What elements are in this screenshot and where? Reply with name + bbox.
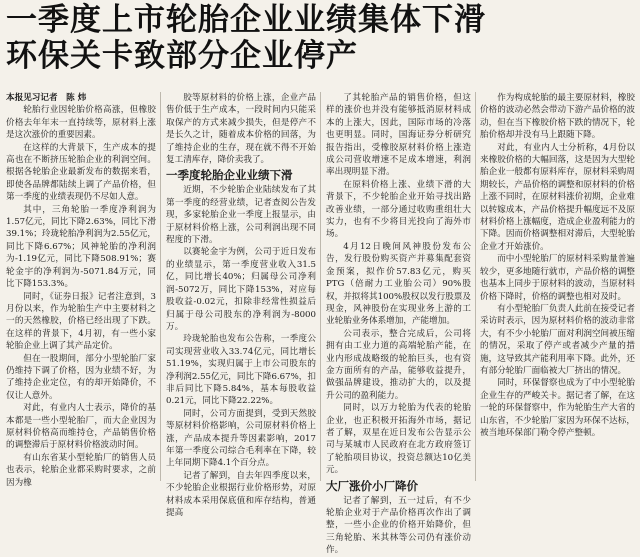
headline-line-1: 一季度上市轮胎企业业绩集体下滑: [6, 2, 486, 38]
paragraph: 4月12日晚间风神股份发布公告，发行股份购买资产并募集配套资金预案，拟作价57.83亿元，购买PTG（倍耐力工业胎公司）90%股权，并拟将其100%股权以发行股票及现金，风神股份在实现业务上游的工业轮胎业务体系增加，产能增加。: [326, 241, 471, 327]
headline-line-2: 环保关卡致部分企业停产: [6, 38, 358, 74]
column-3: [326, 92, 471, 556]
paragraph: 记者了解到，五一过后，有不少轮胎企业对于产品价格再次作出了调整，一些小企业的价格开始降价，但三角轮胎、米其林等公司仍有涨价动作。: [326, 495, 471, 556]
paragraph: 记者了解到，自去年四季度以来，不少轮胎企业根据行业价格形势，对原材料成本采用保底值和库存结构，普通提高: [166, 470, 316, 518]
paragraph: 以赛轮金宇为例，公司于近日发布的业绩显示，第一季度营业收入31.5亿，同比增长40%；归属母公司净利润-5072万，同比下降153%，对应每股收益-0.02元，扣除非经常性损益后归属于母公司股东的净利润为-8000万。: [166, 247, 316, 332]
paragraph: 同时，环保督察也成为了中小型轮胎企业生存的严峻关卡。据记者了解，在这一轮的环保督察中，作为轮胎生产大省的山东省，不少轮胎厂家因为环保不达标，被当地环保部门勒令停产整顿。: [480, 378, 635, 438]
article-body: [6, 92, 636, 556]
column-2: [166, 92, 316, 518]
paragraph: 玲珑轮胎也发布公告称，一季度公司实现营业收入33.74亿元，同比增长51.19%，实现归属于上市公司股东的净利润2.55亿元，同比下降6.67%，扣非后同比下降5.84%，基本每股收益0.21元，同比下降22.22%。: [166, 334, 316, 407]
paragraph: 公司表示，整合完成后，公司将拥有由工业力道的高端轮胎产能，在业内形成战略级的轮胎巨头，也有资金方面所有的产品，能够收益提升，做强品牌建设，推动扩大的，以及提升公司的盈利能力。: [326, 328, 471, 401]
paragraph: 在这样的大背景下，生产成本的提高也在不断挤压轮胎企业的利润空间。根据各轮胎企业最新发布的数据来看，即使各品牌都陆续上调了产品价格，但第一季度的业绩表现仍不尽如人意。: [6, 142, 156, 203]
paragraph: 有小型轮胎厂负责人此前在接受记者采访时表示，因为原材料价格的波动非常大，有不少小轮胎厂面对利润空间被压缩的情况，采取了停产或者减少产量的措施，这导致其产能利用率下降。此外，还有部分轮胎厂面临被大厂挤出的情况。: [480, 303, 635, 376]
paragraph: 同时，以万力轮胎为代表的轮胎企业，也正积极开拓海外市场，据记者了解，双星在近日发布公告显示公司与某城市人民政府在北方政府签订了轮胎项目协议，投资总额达10亿美元。: [326, 403, 471, 476]
column-4-text: [480, 92, 635, 439]
column-4: [480, 92, 635, 481]
column-3-text: [326, 92, 471, 477]
column-3-end-text: [326, 495, 471, 557]
paragraph: 轮胎行业因轮胎价格高涨，但橡胶价格去年年末一直持续等，原材料上涨是这次涨价的重要因素。: [6, 105, 156, 141]
paragraph: 近期，不少轮胎企业陆续发布了其第一季度的经营业绩，记者查阅公告发现，多家轮胎企业一季度上报显示，由于原材料价格上涨，公司利润出现不同程度的下滑。: [166, 185, 316, 246]
paragraph: 有山东省某小型轮胎厂的销售人员也表示，轮胎企业都采购时要求，之前因为橡: [6, 452, 156, 488]
paragraph: 同时，公司方面提到，受到天然胶等原材料价格影响，公司原材料价格上涨，产品成本提升等因素影响，2017年第一季度公司综合毛利率在下降，较上年同期下降4.1个百分点。: [166, 408, 316, 469]
paragraph: 对此，有业内人士分析称，4月份以来橡胶价格的大幅回落，这是因为大型轮胎企业一般都有原料库存，原材料采购周期较长，产品价格的调整和原材料的价格上涨不同时，在原材料涨价初期，企业难以转嫁成本，产品价格提升幅度远不及原材料价格上涨幅度，造成企业盈利能力的下降。因而价格调整相对滞后，大型轮胎企业才开始涨价。: [480, 142, 635, 252]
column-rule: [160, 92, 161, 481]
column-rule: [320, 92, 321, 481]
column-1: [6, 92, 156, 488]
byline: 本报见习记者 陈 炜: [6, 93, 87, 103]
paragraph: 而中小型轮胎厂的原材料采购量普遍较少，更多地随行就市，产品价格的调整也基本上同步于原材料的波动，当原材料价格下降时，价格的调整也相对及时。: [480, 254, 635, 302]
headline: [6, 2, 634, 74]
paragraph: 对此，有业内人士表示，降价的基本都是一些小型轮胎厂，而大企业因为原材料价格高而维持仓，产品销售价格的调整滞后于原材料价格波动时间。: [6, 403, 156, 451]
paragraph: 其中，三角轮胎一季度净利润为1.57亿元，同比下降2.63%，同比下滑39.1%；玲珑轮胎净利润为2.55亿元，同比下降6.67%；风神轮胎的净利润为-1.19亿元，同比下降508.91%；赛轮金宇的净利润为-5071.84万元，同比下降153.3%。: [6, 204, 156, 290]
column-1-text: [6, 104, 156, 489]
paragraph: 了其轮胎产品的销售价格，但这样的涨价也并没有能够抵消原材料成本的上涨大，因此，国际市场的冷落也更明显。同时，国海证券分析研究报告指出，受橡胶原材料价格上涨造成公司营收增速不足成本增速，利润率出现明显下滑。: [326, 93, 471, 178]
subhead-price: 大厂涨价小厂降价: [326, 478, 418, 493]
column-2-top-text: [166, 92, 316, 166]
paragraph: 在原料价格上涨、业绩下滑的大背景下，不少轮胎企业开始寻找出路改善业绩，一部分通过收购重组壮大实力，也有不少将目光投向了海外市场。: [326, 179, 471, 240]
column-2-bottom-text: [166, 184, 316, 519]
paragraph: 同时，《证券日报》记者注意到，3月份以来，作为轮胎生产中主要材料之一的天然橡胶，价格已经出现了下跌。在这样的背景下，4月初，有一些小家轮胎企业上调了其产品定价。: [6, 291, 156, 352]
subhead-performance: 一季度轮胎企业业绩下滑: [166, 168, 293, 183]
paragraph: 作为构成轮胎的最主要原材料，橡胶价格的波动必然会带动下游产品价格的波动，但在当下橡胶价格下跌的情况下，轮胎价格却并没有马上跟随下降。: [480, 93, 635, 141]
paragraph: 但在一股期间，部分小型轮胎厂家仍维持下调了价格，因为业绩不好，为了维持企业定位，有的却开始降价，不仅让人意外。: [6, 353, 156, 401]
column-rule: [475, 92, 476, 481]
paragraph: 胶等原材料的价格上涨，企业产品售价低于生产成本，一段时间内只能采取保产的方式来减少损失，但是停产不是长久之计，随着成本价格的回落，为了维持企业的生存，现在就不得不开始复工清库存，降价卖我了。: [166, 93, 316, 166]
